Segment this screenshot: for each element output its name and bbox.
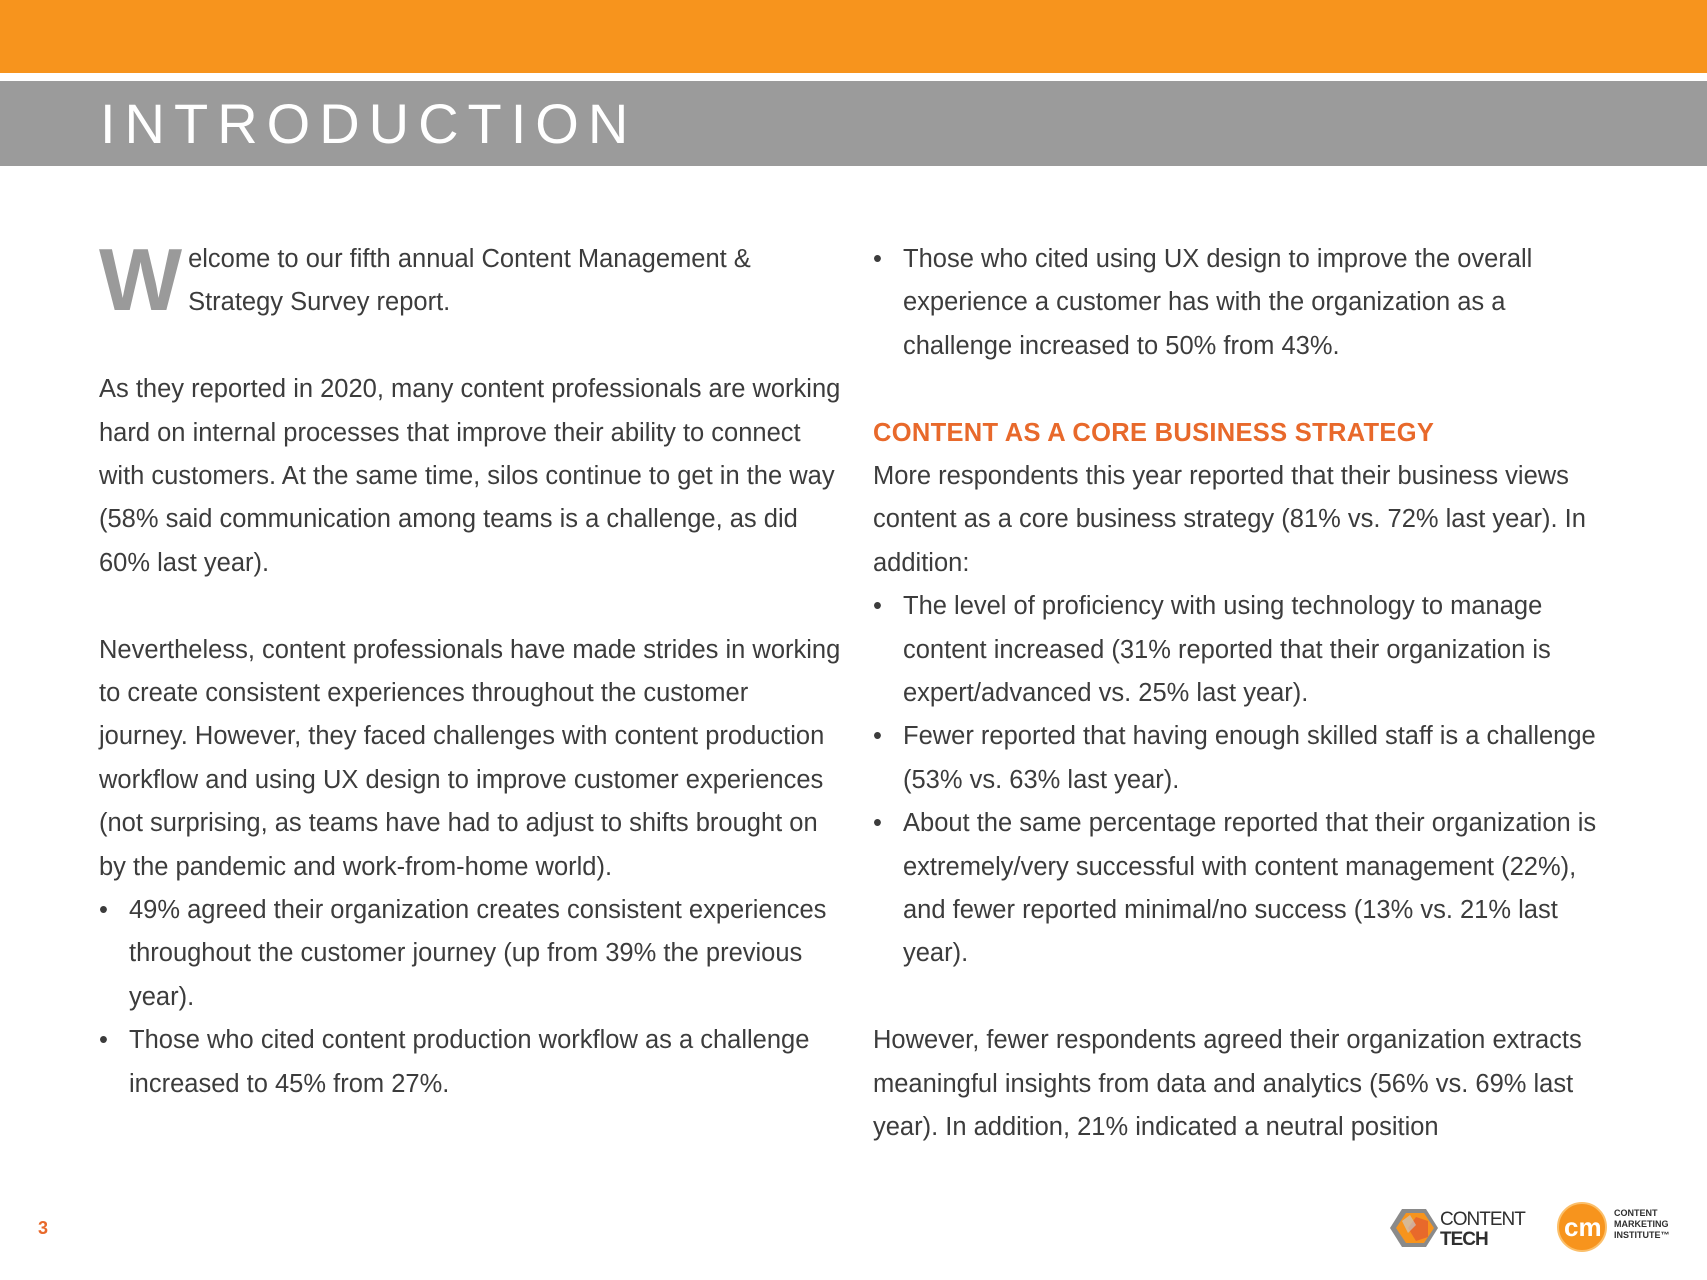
list-item: • About the same percentage reported that their organization is extremely/very successful with content management (22%), and fewer reported minimal/no success (13% vs. 21% last year). bbox=[873, 802, 1613, 976]
list-item: • Those who cited using UX design to improve the overall experience a customer has with the organization as a challenge increased to 50% from 43%. bbox=[873, 238, 1613, 368]
section-heading: CONTENT AS A CORE BUSINESS STRATEGY bbox=[873, 418, 1435, 447]
left-paragraph-1: As they reported in 2020, many content professionals are working hard on internal processes that improve their ability to connect with customers. At the same time, silos continue to get in the way (58% said communication among teams is a challenge, as did 60% last year). bbox=[99, 375, 841, 577]
left-paragraph-2: Nevertheless, content professionals have made strides in working to create consistent experiences throughout the customer journey. However, they faced challenges with content production workflow and using UX design to improve customer experiences (not surprising, as teams have had to adjust to shifts brought on by the pandemic and work-from-home world). bbox=[99, 635, 841, 881]
header-accent-bar bbox=[0, 0, 1707, 73]
cmi-logo bbox=[1556, 1197, 1706, 1257]
list-item: • 49% agreed their organization creates consistent experiences throughout the customer journey (up from 39% the previous year). bbox=[99, 889, 841, 1019]
page-title: INTRODUCTION bbox=[100, 92, 638, 155]
cmi-mark: cm bbox=[1564, 1212, 1602, 1242]
intro-text: elcome to our fifth annual Content Management & Strategy Survey report. bbox=[188, 245, 751, 317]
list-item: • Fewer reported that having enough skilled staff is a challenge (53% vs. 63% last year). bbox=[873, 715, 1613, 802]
content-tech-logo bbox=[1388, 1203, 1538, 1253]
right-column bbox=[873, 238, 1613, 1150]
right-paragraph-1: More respondents this year reported that their business views content as a core business strategy (81% vs. 72% last year). In addition: bbox=[873, 462, 1586, 577]
left-column bbox=[99, 230, 841, 1106]
right-bullet-list bbox=[873, 585, 1613, 976]
page-number: 3 bbox=[38, 1218, 49, 1238]
logo-content-text: CONTENT bbox=[1440, 1209, 1525, 1230]
logo-tech-text: TECH bbox=[1440, 1229, 1488, 1250]
right-top-bullet-list bbox=[873, 238, 1613, 368]
cmi-line3: INSTITUTE™ bbox=[1614, 1230, 1670, 1240]
drop-cap: W bbox=[99, 230, 181, 329]
intro-paragraph bbox=[99, 230, 841, 329]
cmi-line2: MARKETING bbox=[1614, 1219, 1669, 1229]
cmi-line1: CONTENT bbox=[1614, 1208, 1658, 1218]
list-item: • The level of proficiency with using technology to manage content increased (31% reported that their organization is expert/advanced vs. 25% last year). bbox=[873, 585, 1613, 715]
right-paragraph-2: However, fewer respondents agreed their organization extracts meaningful insights from data and analytics (56% vs. 69% last year). In addition, 21% indicated a neutral position bbox=[873, 1026, 1582, 1142]
list-item: • Those who cited content production workflow as a challenge increased to 45% from 27%. bbox=[99, 1019, 841, 1106]
left-bullet-list bbox=[99, 889, 841, 1106]
